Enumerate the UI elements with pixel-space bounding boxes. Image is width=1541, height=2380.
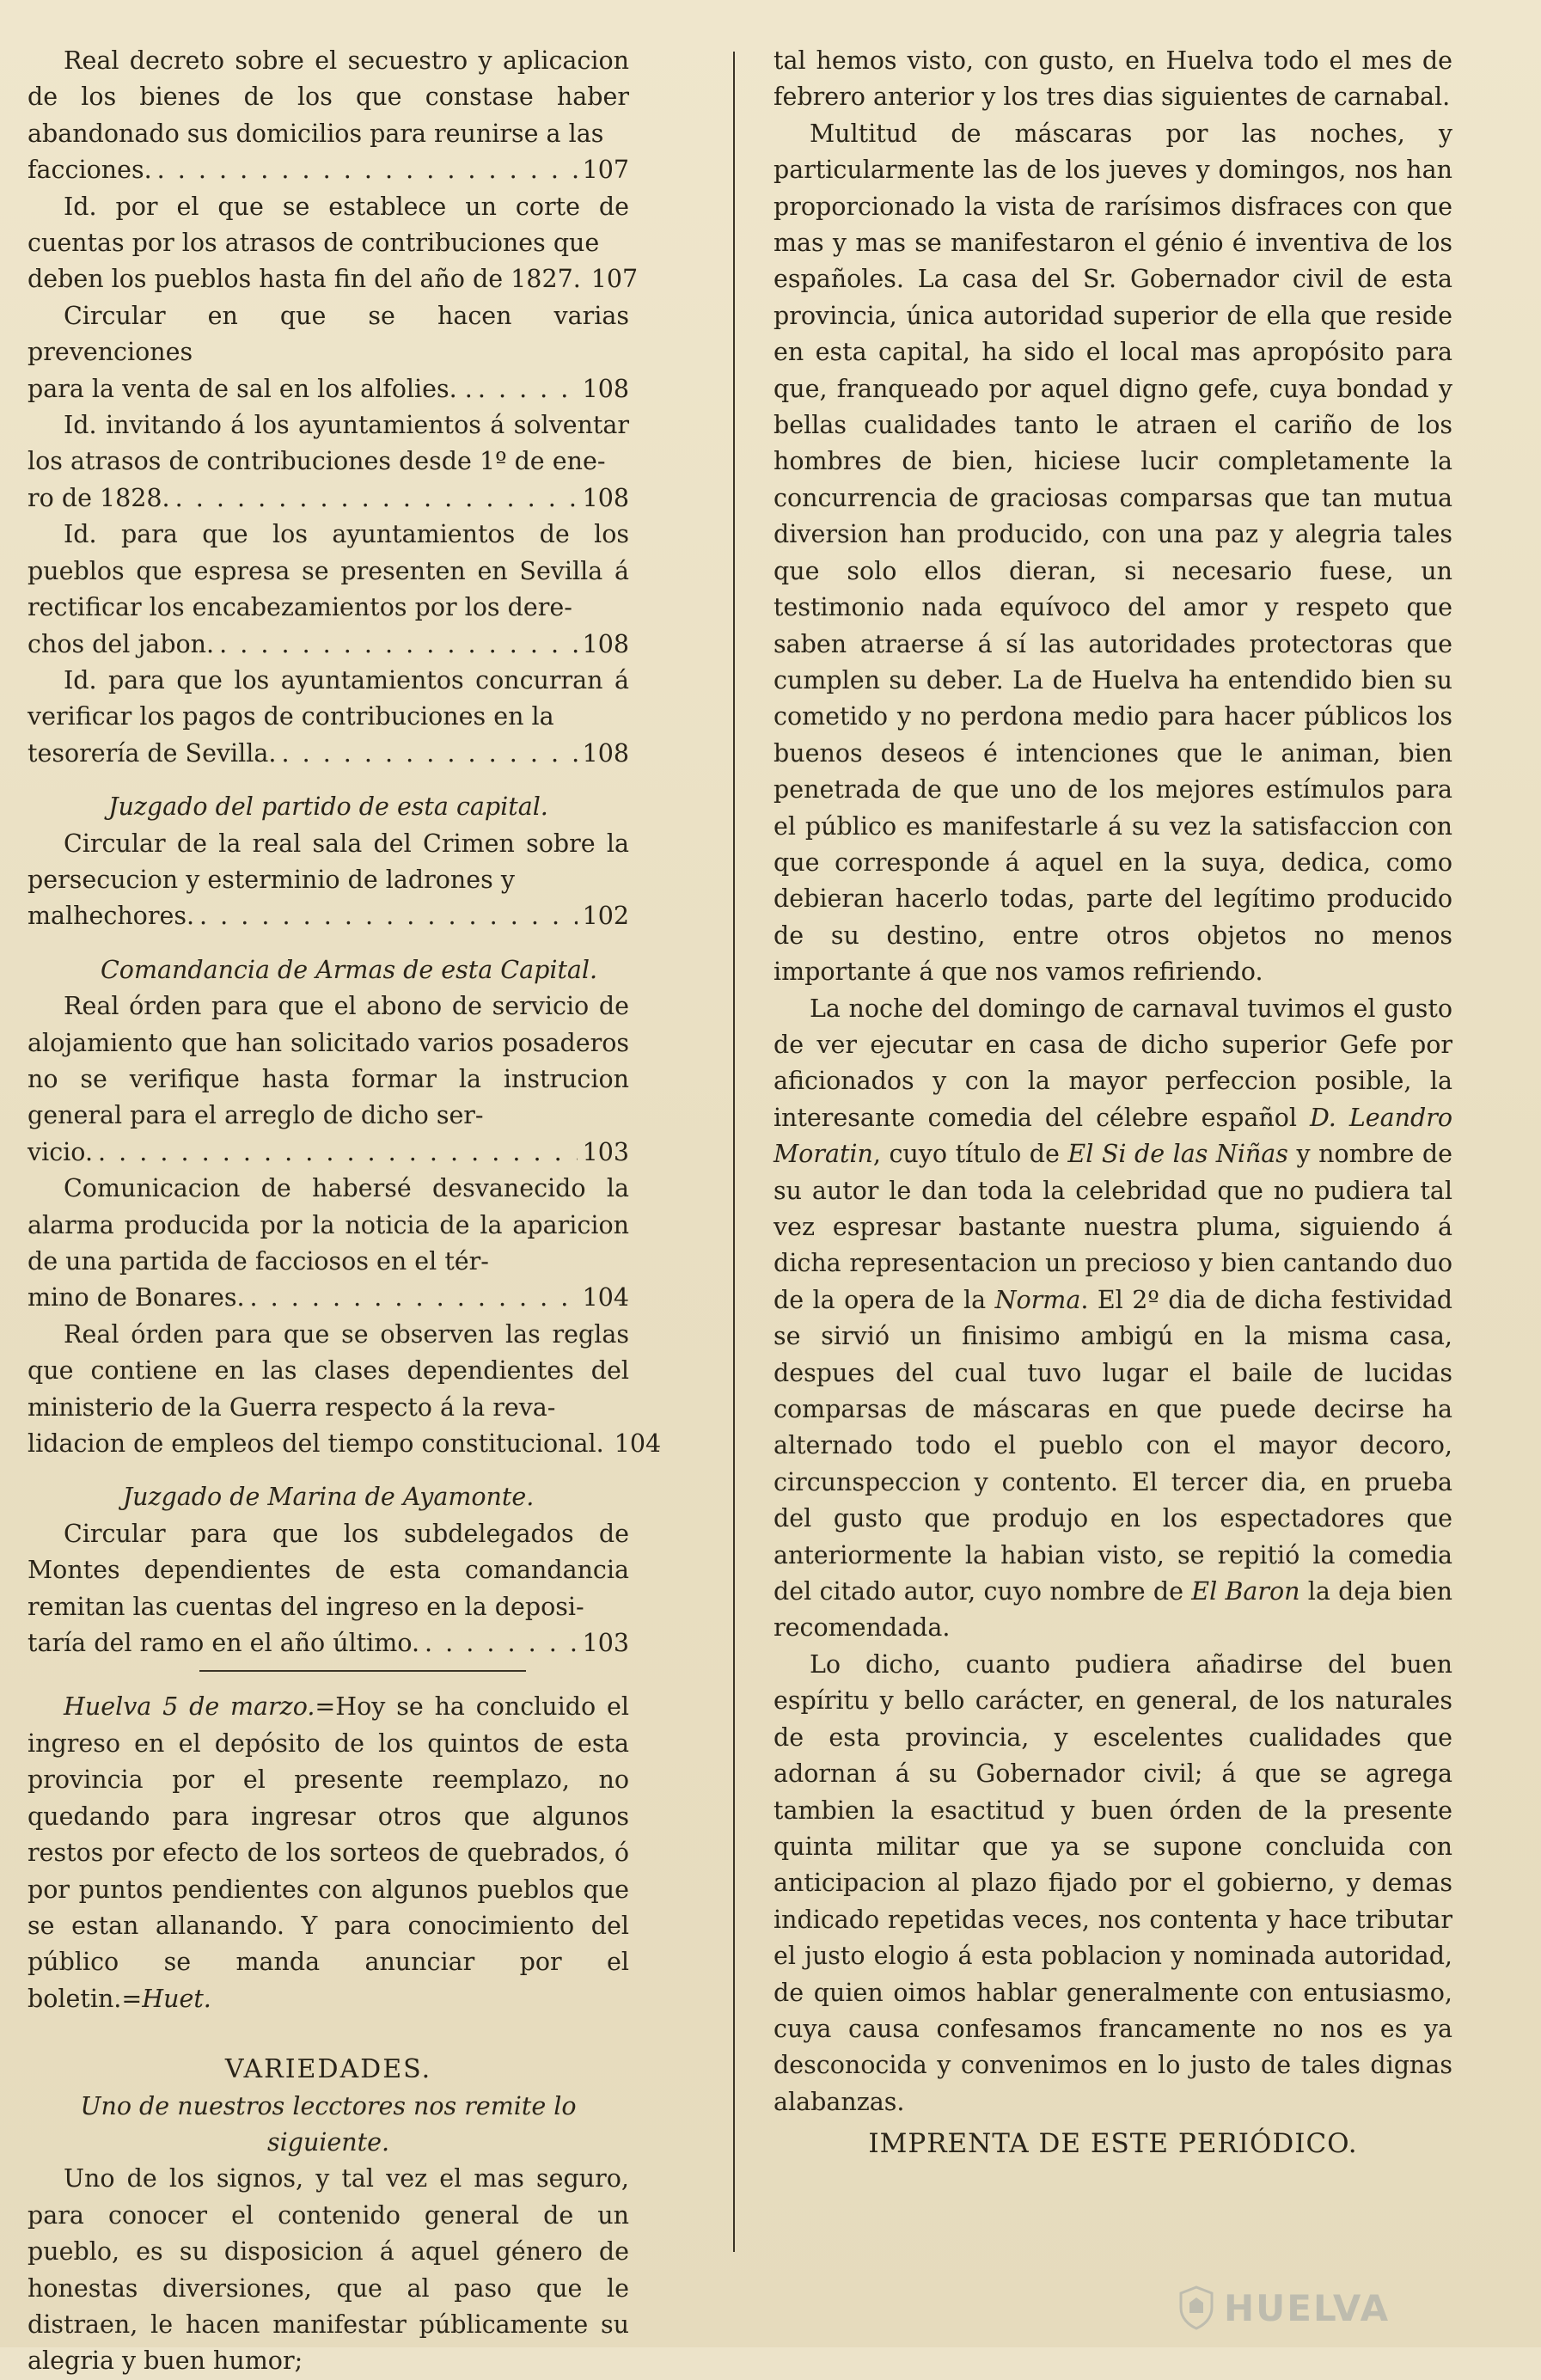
huelva-notice: Huelva 5 de marzo.=Hoy se ha concluido el ingreso en el depósito de los quintos de esta provincia por el presente reemplazo, no quedando para ingresar otros que algunos restos por efecto de los sorteos de quebrados, ó por puntos pendientes con algunos pueblos que se estan allanando. Y para conocimiento del público se manda anunciar por el boletin.=Huet. — [28, 1692, 629, 2013]
page-number: 108 — [582, 629, 629, 658]
imprint-line: IMPRENTA DE ESTE PERIÓDICO. — [868, 2128, 1358, 2160]
article-paragraph: tal hemos visto, con gusto, en Huelva todo el mes de febrero anterior y los tres dias siguientes de carnabal. — [774, 46, 1452, 112]
shield-icon — [1177, 2285, 1215, 2330]
article-paragraph: Lo dicho, cuanto pudiera añadirse del buen espíritu y bello carácter, en general, de los naturales de esta provincia, y escelentes cualidades que adornan á su Gobernador civil; á que se agrega tambien la esactitud y buen órden de la presente quinta militar que ya se supone concluida con anticipacion al plazo fijado por el gobierno, y demas indicado repetidas veces, nos contenta y hace tributar el justo elogio á esta poblacion y nominada autoridad, de quien oimos hablar generalmente con entusiasmo, cuya causa confesamos francamente no nos es ya desconocida y convenimos en lo justo de tales dignas alabanzas. — [774, 1649, 1452, 2116]
dateline: Huelva 5 de marzo. — [64, 1692, 315, 1722]
page-number: 103 — [582, 1629, 629, 1658]
play-title: El Si de las Niñas — [1067, 1140, 1288, 1169]
separator-rule — [199, 1670, 526, 1672]
article-paragraph: La noche del domingo de carnaval tuvimos el gusto de ver ejecutar en casa de dicho superior Gefe por aficionados y con la mayor perfeccion posible, la interesante comedia del célebre español D. Leandro Moratin, cuyo título de El Si de las Niñas y nombre de su autor le dan toda la celebridad que no pudiera tal vez espresar bastante nuestra pluma, siguiendo á dicha representacion un precioso y bien cantando duo de la opera de la Norma. El 2º dia de dicha festividad se sirvió un finisimo ambigú en la misma casa, despues del cual tuvo lugar el baile de lucidas comparsas de máscaras en que puede decirse ha alternado todo el pueblo con el mayor decoro, circunspeccion y contento. El tercer dia, en prueba del gusto que produjo en los espectadores que anteriormente la habian visto, se repitió la comedia del citado autor, cuyo nombre de El Baron la deja bien recomendada. — [774, 994, 1452, 1643]
play-title: El Baron — [1191, 1577, 1300, 1606]
page-number: 108 — [582, 374, 629, 403]
index-entry: Id. invitando á los ayuntamientos á solventar los atrasos de contribuciones desde 1º de ene- ro de 1828. . . . 108 — [28, 407, 629, 517]
page-number: 102 — [582, 902, 629, 931]
watermark — [1177, 2282, 1470, 2334]
signature: Huet. — [142, 1984, 211, 2013]
article-paragraph: Multitud de máscaras por las noches, y particularmente las de los jueves y domingos, nos han proporcionado la vista de rarísimos disfraces con que mas y mas se manifestaron el génio é inventiva de los españoles. La casa del Sr. Gobernador civil de esta provincia, única autoridad superior de ella que reside en esta capital, ha sido el local mas apropósito para que, franqueado por aquel digno gefe, cuya bondad y bellas cualidades tanto le atraen el cariño de los hombres de bien, hiciese lucir completamente la concurrencia de graciosas comparsas que tan mutua diversion han producido, con una paz y alegria tales que solo ellos dieran, si necesario fuese, un testimonio nada equívoco del amor y respeto que saben atraerse á sí las autoridades protectoras que cumplen su deber. La de Huelva ha entendido bien su cometido y no perdona medio para hacer públicos los buenos deseos é intenciones que le animan, bien penetrada de que uno de los mejores estímulos para el público es manifestarle á su vez la satisfaccion con que corresponde á aquel en la suya, dedica, como debieran hacerlo todas, parte del legítimo producido de su destino, entre otros objetos no menos importante á que nos vamos refiriendo. — [774, 119, 1452, 987]
index-entry: Real decreto sobre el secuestro y aplicacion de los bienes de los que constase haber abandonado sus domicilios para reunirse a las facciones. . . . 107 — [28, 43, 629, 189]
index-entry: Circular de la real sala del Crimen sobre la persecucion y esterminio de ladrones y malhechores. . . . 102 — [28, 826, 629, 935]
variedades-paragraph: Uno de los signos, y tal vez el mas seguro, para conocer el contenido general de un pueblo, es su disposicion á aquel género de honestas diversiones, que al paso que le distraen, le hacen manifestar públicamente su alegria y buen humor; — [28, 2164, 629, 2376]
index-group-a — [28, 43, 639, 772]
section-heading-comandancia: Comandancia de Armas de esta Capital. — [101, 955, 598, 984]
page-number: 104 — [582, 1283, 629, 1312]
right-column — [774, 43, 1452, 2163]
index-entry: Id. para que los ayuntamientos concurran á verificar los pagos de contribuciones en la tesorería de Sevilla. . . . 108 — [28, 663, 629, 772]
opera-title: Norma — [994, 1285, 1081, 1314]
index-entry: Id. por el que se establece un corte de cuentas por los atrasos de contribuciones que deben los pueblos hasta fin del año de 1827. 107 — [28, 189, 629, 298]
page-number: 108 — [582, 483, 629, 512]
index-entry: Comunicacion de habersé desvanecido la alarma producida por la noticia de la aparicion de una partida de facciosos en el tér- mino de Bonares. . . . 104 — [28, 1171, 629, 1317]
index-entry: Real órden para que se observen las reglas que contiene en las clases dependientes del ministerio de la Guerra respecto á la reva- lidacion de empleos del tiempo constitucional. 104 — [28, 1317, 629, 1463]
index-entry: Circular en que se hacen varias prevenciones para la venta de sal en los alfolies. . . . . 108 — [28, 298, 629, 407]
section-subtitle: Uno de nuestros lecctores nos remite lo siguiente. — [80, 2091, 577, 2157]
page-number: 107 — [590, 265, 639, 294]
index-entry: Real órden para que el abono de servicio de alojamiento que han solicitado varios posaderos no se verifique hasta formar la instrucion general para el arreglo de dicho ser- vicio. . . . 103 — [28, 988, 629, 1171]
index-entry: Circular para que los subdelegados de Montes dependientes de esta comandancia remitan las cuentas del ingreso en la deposi- taría del ramo en el año último. . . . 103 — [28, 1516, 629, 1662]
section-heading-marina: Juzgado de Marina de Ayamonte. — [122, 1483, 535, 1512]
column-divider — [733, 52, 735, 2252]
section-title-variedades: VARIEDADES. — [224, 2054, 432, 2085]
index-entry: Id. para que los ayuntamientos de los pueblos que espresa se presenten en Sevilla á rectificar los encabezamientos por los dere- chos del jabon. . . . 108 — [28, 517, 629, 663]
page-number: 104 — [614, 1429, 662, 1459]
watermark-text: HUELVA — [1224, 2286, 1391, 2329]
page-number: 107 — [582, 156, 629, 185]
page-number: 108 — [582, 738, 629, 768]
left-column — [28, 43, 662, 2380]
section-heading-juzgado: Juzgado del partido de esta capital. — [108, 792, 548, 822]
author-name: D. Leandro Moratin — [774, 1103, 1452, 1169]
page-number: 103 — [582, 1137, 629, 1166]
